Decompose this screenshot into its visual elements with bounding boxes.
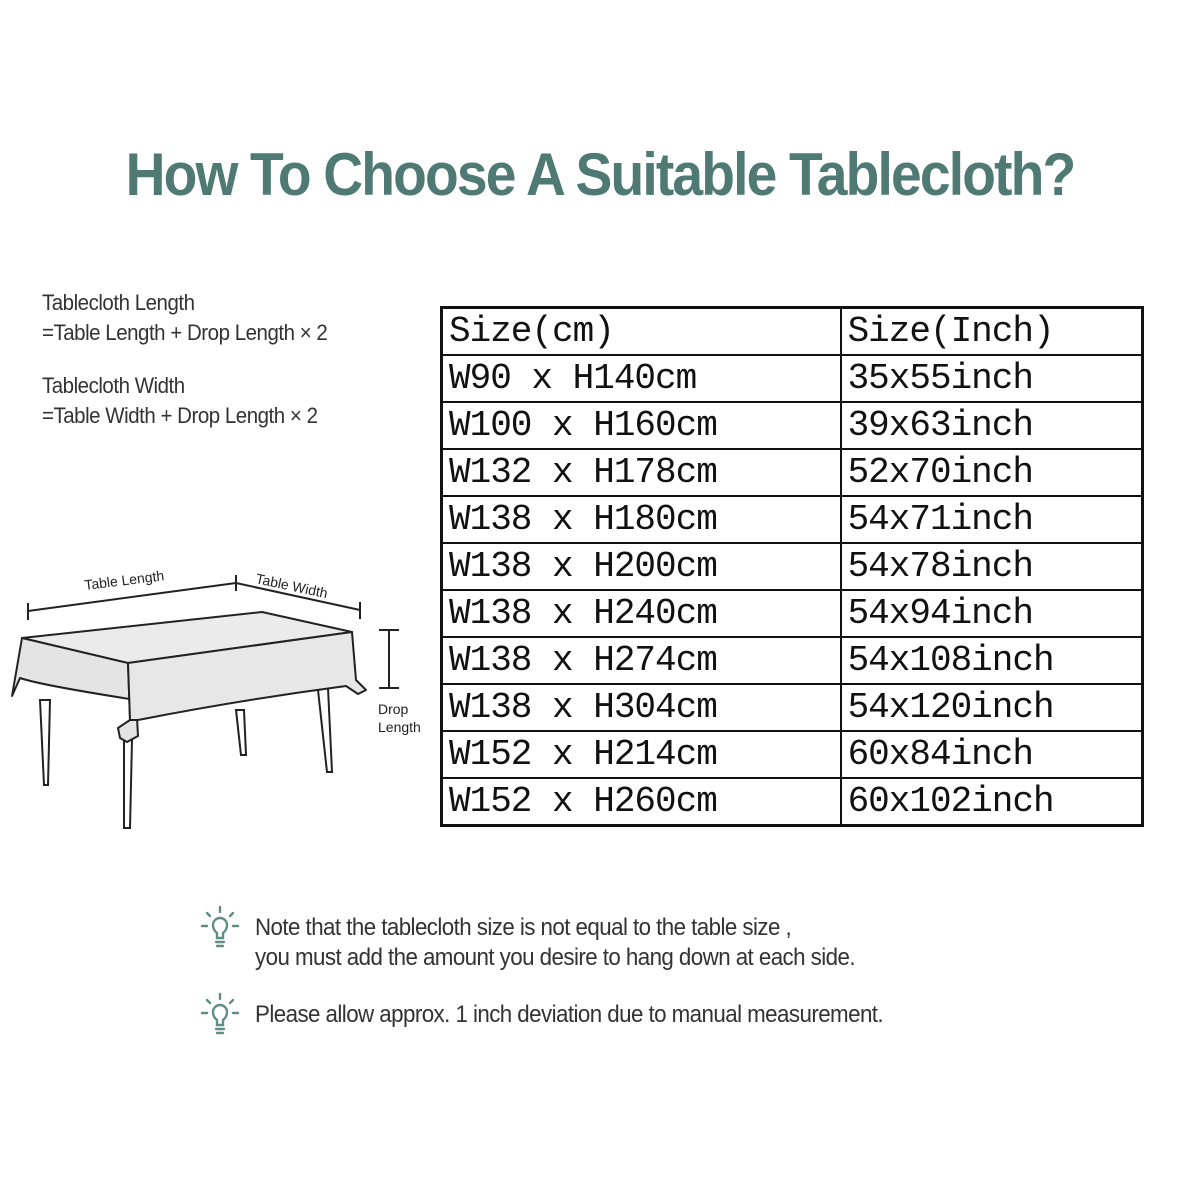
note-2-text: Please allow approx. 1 inch deviation due to manual measurement.	[255, 1001, 884, 1028]
size-inch-cell: 54x108inch	[841, 637, 1143, 684]
size-cm-cell: W138 x H240cm	[442, 590, 841, 637]
size-inch-cell: 54x78inch	[841, 543, 1143, 590]
size-cm-cell: W138 x H304cm	[442, 684, 841, 731]
size-cm-cell: W138 x H274cm	[442, 637, 841, 684]
table-row	[442, 543, 1143, 590]
drop-label-line1: Drop	[378, 701, 409, 717]
table-diagram	[0, 560, 440, 840]
note-1-line2: you must add the amount you desire to hang down at each side.	[255, 944, 856, 971]
table-header-row	[442, 308, 1143, 356]
header-size-inch: Size(Inch)	[841, 308, 1143, 356]
formula-width-expression: =Table Width + Drop Length × 2	[42, 403, 318, 428]
table-row	[442, 731, 1143, 778]
size-inch-cell: 54x94inch	[841, 590, 1143, 637]
size-cm-cell: W152 x H260cm	[442, 778, 841, 826]
note-1-line1: Note that the tablecloth size is not equal to the table size ,	[255, 914, 792, 941]
tablecloth-length-formula	[42, 288, 327, 348]
size-inch-cell: 60x102inch	[841, 778, 1143, 826]
size-inch-cell: 52x70inch	[841, 449, 1143, 496]
size-cm-cell: W138 x H180cm	[442, 496, 841, 543]
formula-width-title: Tablecloth Width	[42, 373, 185, 398]
size-cm-cell: W152 x H214cm	[442, 731, 841, 778]
drop-label-line2: Length	[378, 719, 421, 735]
page-title: How To Choose A Suitable Tablecloth?	[125, 141, 1075, 208]
formula-length-title: Tablecloth Length	[42, 290, 195, 315]
size-inch-cell: 54x120inch	[841, 684, 1143, 731]
table-row	[442, 402, 1143, 449]
size-table	[440, 306, 1144, 827]
size-inch-cell: 39x63inch	[841, 402, 1143, 449]
size-cm-cell: W132 x H178cm	[442, 449, 841, 496]
table-row	[442, 449, 1143, 496]
size-inch-cell: 54x71inch	[841, 496, 1143, 543]
table-row	[442, 684, 1143, 731]
table-length-label: Table Length	[83, 567, 165, 593]
size-cm-cell: W100 x H160cm	[442, 402, 841, 449]
tablecloth-width-formula	[42, 371, 318, 431]
formula-length-expression: =Table Length + Drop Length × 2	[42, 320, 328, 345]
header-size-cm: Size(cm)	[442, 308, 841, 356]
tablecloth-shape	[12, 612, 366, 742]
size-table-body	[442, 308, 1143, 826]
table-row	[442, 778, 1143, 826]
size-cm-cell: W90 x H140cm	[442, 355, 841, 402]
size-inch-cell: 60x84inch	[841, 731, 1143, 778]
size-cm-cell: W138 x H200cm	[442, 543, 841, 590]
table-row	[442, 590, 1143, 637]
table-row	[442, 496, 1143, 543]
lightbulb-icon	[200, 905, 240, 953]
table-row	[442, 637, 1143, 684]
size-inch-cell: 35x55inch	[841, 355, 1143, 402]
table-width-label: Table Width	[254, 570, 330, 602]
note-1-text	[255, 913, 855, 973]
table-row	[442, 355, 1143, 402]
lightbulb-icon	[200, 992, 240, 1040]
